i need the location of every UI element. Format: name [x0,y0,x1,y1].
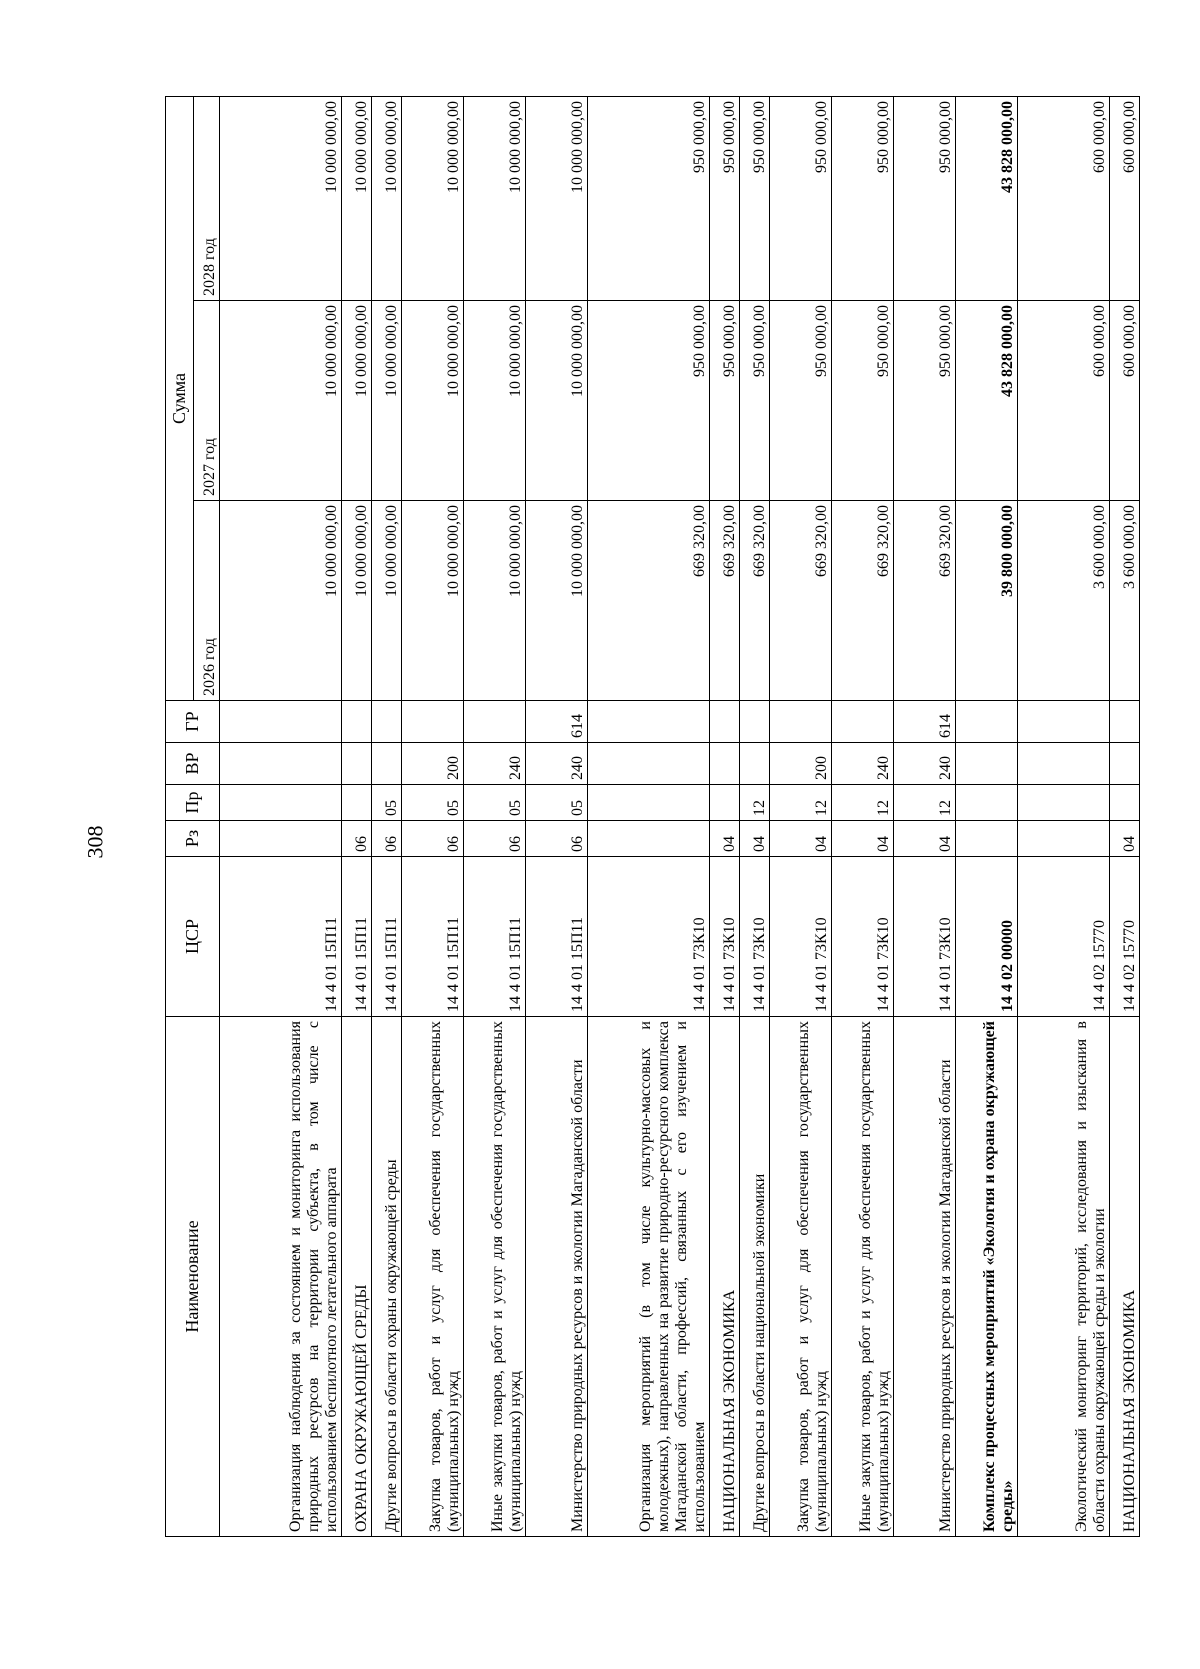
cell-gr [740,701,770,743]
cell-2026: 10 000 000,00 [372,501,402,701]
cell-2028: 950 000,00 [740,96,770,300]
cell-vr: 240 [832,743,894,785]
cell-2026: 669 320,00 [588,501,710,701]
cell-pr: 05 [526,785,588,821]
header-name: Наименование [166,1017,220,1537]
cell-pr: 12 [894,785,956,821]
page-number: 308 [82,825,107,859]
cell-csr: 14 4 01 15П11 [372,857,402,1017]
cell-2026: 10 000 000,00 [402,501,464,701]
table-row [740,96,770,1536]
cell-rz: 04 [832,821,894,857]
cell-csr: 14 4 01 15П11 [526,857,588,1017]
table-row [402,96,464,1536]
header-2026: 2026 год [194,501,220,701]
cell-pr: 12 [770,785,832,821]
cell-gr [956,701,1018,743]
table-row [526,96,588,1536]
cell-2026: 669 320,00 [832,501,894,701]
cell-gr [402,701,464,743]
cell-rz: 04 [740,821,770,857]
budget-table [165,96,1140,1537]
cell-vr [740,743,770,785]
cell-2026: 3 600 000,00 [1110,501,1140,701]
cell-rz: 06 [402,821,464,857]
rotated-table-container [165,97,1139,1537]
cell-gr [1110,701,1140,743]
cell-pr: 12 [832,785,894,821]
cell-csr: 14 4 01 15П11 [464,857,526,1017]
cell-vr: 200 [770,743,832,785]
cell-csr: 14 4 01 73К10 [832,857,894,1017]
cell-2028: 950 000,00 [832,96,894,300]
cell-2026: 669 320,00 [740,501,770,701]
table-row [464,96,526,1536]
cell-name: Закупка товаров, работ и услуг для обеспечения государственных (муниципальных) нужд [770,1017,832,1537]
cell-2027: 950 000,00 [770,301,832,501]
cell-pr [956,785,1018,821]
cell-rz: 06 [464,821,526,857]
cell-pr: 12 [740,785,770,821]
cell-name: НАЦИОНАЛЬНАЯ ЭКОНОМИКА [710,1017,740,1537]
cell-csr: 14 4 01 73К10 [740,857,770,1017]
cell-2027: 10 000 000,00 [402,301,464,501]
cell-vr: 240 [894,743,956,785]
header-csr: ЦСР [166,857,220,1017]
cell-name: Министерство природных ресурсов и экологии Магаданской области [894,1017,956,1537]
cell-rz: 04 [710,821,740,857]
cell-2027: 10 000 000,00 [526,301,588,501]
cell-rz: 06 [526,821,588,857]
cell-2026: 10 000 000,00 [220,501,342,701]
cell-csr: 14 4 02 15770 [1018,857,1110,1017]
cell-2028: 10 000 000,00 [220,96,342,300]
cell-csr: 14 4 01 73К10 [894,857,956,1017]
cell-vr: 200 [402,743,464,785]
header-pr: Пр [166,785,220,821]
cell-2028: 950 000,00 [770,96,832,300]
cell-name: НАЦИОНАЛЬНАЯ ЭКОНОМИКА [1110,1017,1140,1537]
cell-csr: 14 4 01 73К10 [710,857,740,1017]
cell-vr: 240 [526,743,588,785]
cell-gr [464,701,526,743]
cell-2027: 600 000,00 [1110,301,1140,501]
cell-vr [588,743,710,785]
cell-gr [372,701,402,743]
cell-2028: 43 828 000,00 [956,96,1018,300]
cell-name: Комплекс процессных мероприятий «Экология и охрана окружающей среды» [956,1017,1018,1537]
cell-2028: 950 000,00 [588,96,710,300]
table-row [956,96,1018,1536]
cell-vr [1018,743,1110,785]
cell-rz: 06 [342,821,372,857]
cell-csr: 14 4 01 15П11 [220,857,342,1017]
cell-name: Другие вопросы в области национальной экономики [740,1017,770,1537]
cell-gr [710,701,740,743]
cell-2026: 669 320,00 [770,501,832,701]
cell-vr [342,743,372,785]
table-row [832,96,894,1536]
cell-rz [588,821,710,857]
cell-gr [1018,701,1110,743]
cell-2027: 10 000 000,00 [220,301,342,501]
cell-csr: 14 4 01 73К10 [588,857,710,1017]
cell-2027: 950 000,00 [710,301,740,501]
table-row [894,96,956,1536]
cell-rz [220,821,342,857]
cell-pr [220,785,342,821]
cell-2027: 10 000 000,00 [464,301,526,501]
header-2027: 2027 год [194,301,220,501]
table-row [372,96,402,1536]
cell-rz: 04 [1110,821,1140,857]
cell-vr [956,743,1018,785]
cell-gr [588,701,710,743]
header-sum: Сумма [166,96,194,700]
header-vr: ВР [166,743,220,785]
cell-2027: 10 000 000,00 [372,301,402,501]
cell-csr: 14 4 01 15П11 [342,857,372,1017]
cell-vr [1110,743,1140,785]
cell-pr [1110,785,1140,821]
table-row [342,96,372,1536]
cell-pr [342,785,372,821]
cell-2028: 10 000 000,00 [464,96,526,300]
cell-2027: 950 000,00 [894,301,956,501]
cell-gr [832,701,894,743]
cell-2027: 10 000 000,00 [342,301,372,501]
header-2028: 2028 год [194,96,220,300]
cell-rz [1018,821,1110,857]
cell-vr [372,743,402,785]
table-row [710,96,740,1536]
cell-2028: 10 000 000,00 [526,96,588,300]
cell-name: Экологический мониторинг территорий, исследования и изыскания в области охраны окружающей среды и экологии [1018,1017,1110,1537]
cell-2027: 950 000,00 [832,301,894,501]
cell-2026: 669 320,00 [710,501,740,701]
cell-2027: 43 828 000,00 [956,301,1018,501]
cell-name: Закупка товаров, работ и услуг для обеспечения государственных (муниципальных) нужд [402,1017,464,1537]
cell-pr: 05 [402,785,464,821]
cell-pr [1018,785,1110,821]
cell-2026: 3 600 000,00 [1018,501,1110,701]
cell-name: Иные закупки товаров, работ и услуг для обеспечения государственных (муниципальных) нужд [832,1017,894,1537]
cell-gr [220,701,342,743]
cell-2027: 950 000,00 [740,301,770,501]
cell-csr: 14 4 01 73К10 [770,857,832,1017]
cell-rz: 04 [770,821,832,857]
cell-2028: 950 000,00 [894,96,956,300]
cell-name: Организация мероприятий (в том числе культурно-массовых и молодежных), направленных на развитие природно-ресурсного комплекса Магаданской области, профессий, связанных с его изучением и использованием [588,1017,710,1537]
cell-2026: 10 000 000,00 [464,501,526,701]
cell-pr: 05 [464,785,526,821]
table-row [588,96,710,1536]
cell-pr [588,785,710,821]
cell-vr [710,743,740,785]
cell-name: Иные закупки товаров, работ и услуг для обеспечения государственных (муниципальных) нужд [464,1017,526,1537]
cell-2026: 10 000 000,00 [526,501,588,701]
cell-pr [710,785,740,821]
cell-rz: 04 [894,821,956,857]
table-row [770,96,832,1536]
cell-gr [770,701,832,743]
table-row [220,96,342,1536]
cell-pr: 05 [372,785,402,821]
cell-name: Министерство природных ресурсов и экологии Магаданской области [526,1017,588,1537]
header-rz: Рз [166,821,220,857]
cell-csr: 14 4 02 00000 [956,857,1018,1017]
cell-csr: 14 4 01 15П11 [402,857,464,1017]
cell-vr [220,743,342,785]
table-row [1110,96,1140,1536]
cell-2027: 950 000,00 [588,301,710,501]
cell-2028: 600 000,00 [1018,96,1110,300]
cell-name: ОХРАНА ОКРУЖАЮЩЕЙ СРЕДЫ [342,1017,372,1537]
cell-2026: 10 000 000,00 [342,501,372,701]
header-gr: ГР [166,701,220,743]
cell-gr: 614 [526,701,588,743]
cell-2028: 950 000,00 [710,96,740,300]
cell-rz: 06 [372,821,402,857]
cell-2026: 669 320,00 [894,501,956,701]
cell-rz [956,821,1018,857]
cell-2026: 39 800 000,00 [956,501,1018,701]
header-row-1 [166,96,194,1536]
cell-2028: 10 000 000,00 [342,96,372,300]
cell-2028: 10 000 000,00 [402,96,464,300]
table-row [1018,96,1110,1536]
cell-gr [342,701,372,743]
cell-csr: 14 4 02 15770 [1110,857,1140,1017]
cell-gr: 614 [894,701,956,743]
cell-name: Другие вопросы в области охраны окружающей среды [372,1017,402,1537]
cell-vr: 240 [464,743,526,785]
cell-2028: 10 000 000,00 [372,96,402,300]
cell-2027: 600 000,00 [1018,301,1110,501]
cell-2028: 600 000,00 [1110,96,1140,300]
cell-name: Организация наблюдения за состоянием и мониторинга использования природных ресурсов на территории субъекта, в том числе с использованием беспилотного летательного аппарата [220,1017,342,1537]
